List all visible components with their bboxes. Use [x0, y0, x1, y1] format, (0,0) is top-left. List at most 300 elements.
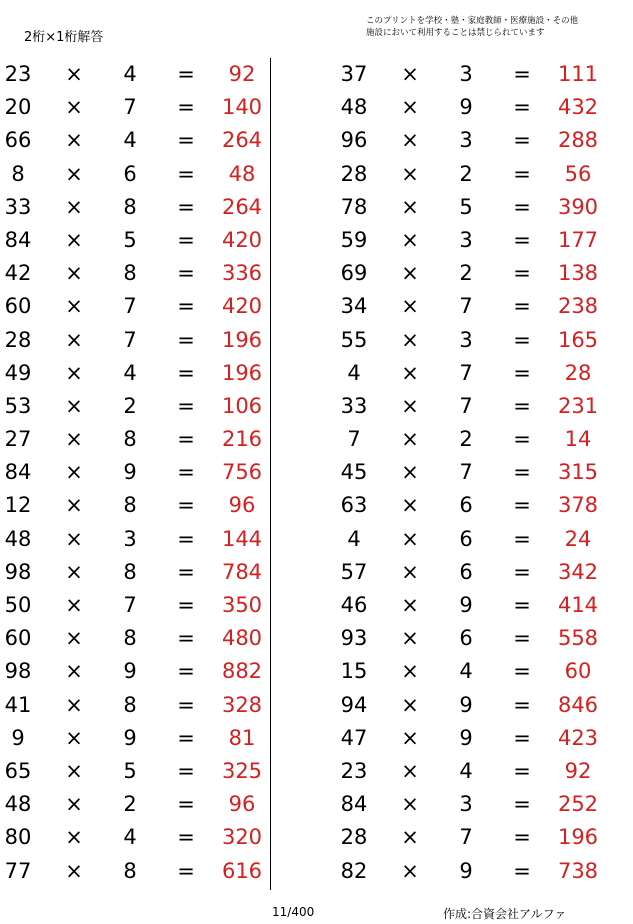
- equals-sign: =: [513, 294, 531, 319]
- problem-row: [0, 821, 270, 854]
- equals-sign: =: [177, 460, 195, 485]
- problem-row: [0, 489, 270, 522]
- times-sign: ×: [65, 261, 83, 286]
- problem-row: [0, 91, 270, 124]
- multiplier: 7: [123, 95, 137, 120]
- equals-sign: =: [513, 725, 531, 750]
- answer: 111: [557, 62, 599, 86]
- answer: 420: [221, 294, 263, 319]
- multiplier: 9: [123, 659, 137, 684]
- times-sign: ×: [401, 559, 419, 584]
- equals-sign: =: [513, 559, 531, 584]
- times-sign: ×: [65, 526, 83, 551]
- multiplier: 7: [459, 825, 473, 850]
- multiplicand: 57: [340, 559, 368, 584]
- multiplier: 2: [459, 161, 473, 186]
- equals-sign: =: [513, 227, 531, 252]
- multiplier: 8: [123, 692, 137, 717]
- answer: 96: [228, 792, 256, 817]
- answer: 325: [221, 758, 263, 783]
- times-sign: ×: [401, 692, 419, 717]
- answer: 423: [557, 725, 599, 750]
- equals-sign: =: [513, 128, 531, 153]
- multiplicand: 46: [340, 593, 368, 617]
- problem-row: [0, 357, 270, 390]
- times-sign: ×: [401, 95, 419, 120]
- times-sign: ×: [65, 460, 83, 485]
- problem-row: [0, 58, 270, 91]
- multiplicand: 50: [4, 593, 32, 617]
- answer: 390: [557, 194, 599, 219]
- answer: 846: [557, 692, 599, 717]
- answer: 414: [557, 593, 599, 617]
- multiplicand: 33: [4, 194, 32, 219]
- times-sign: ×: [401, 62, 419, 86]
- times-sign: ×: [65, 858, 83, 883]
- usage-notice-line-2: 施設において利用することは禁じられています: [366, 28, 545, 38]
- times-sign: ×: [65, 792, 83, 817]
- problem-row: [0, 855, 270, 888]
- times-sign: ×: [65, 62, 83, 86]
- multiplier: 7: [459, 360, 473, 385]
- multiplicand: 23: [4, 62, 32, 86]
- problem-row: [336, 655, 606, 688]
- times-sign: ×: [401, 858, 419, 883]
- equals-sign: =: [177, 161, 195, 186]
- multiplicand: 20: [4, 95, 32, 120]
- times-sign: ×: [65, 161, 83, 186]
- multiplier: 6: [459, 559, 473, 584]
- equals-sign: =: [513, 393, 531, 418]
- problem-row: [336, 589, 606, 622]
- multiplicand: 7: [347, 427, 361, 452]
- problem-row: [336, 357, 606, 390]
- multiplicand: 47: [340, 725, 368, 750]
- problem-row: [336, 224, 606, 257]
- multiplicand: 41: [4, 692, 32, 717]
- multiplicand: 66: [4, 128, 32, 153]
- answer: 252: [557, 792, 599, 817]
- answer: 264: [221, 128, 263, 153]
- multiplicand: 4: [347, 360, 361, 385]
- problem-row: [0, 423, 270, 456]
- problem-row: [0, 556, 270, 589]
- times-sign: ×: [65, 128, 83, 153]
- author-credit: 作成:合資会社アルファ: [443, 907, 567, 921]
- times-sign: ×: [65, 493, 83, 518]
- multiplier: 8: [123, 858, 137, 883]
- equals-sign: =: [513, 593, 531, 617]
- multiplicand: 84: [340, 792, 368, 817]
- answer: 328: [221, 692, 263, 717]
- equals-sign: =: [513, 95, 531, 120]
- multiplicand: 63: [340, 493, 368, 518]
- multiplicand: 93: [340, 626, 368, 651]
- answer: 28: [564, 360, 592, 385]
- equals-sign: =: [513, 62, 531, 86]
- multiplicand: 48: [4, 792, 32, 817]
- problem-row: [0, 390, 270, 423]
- multiplier: 9: [123, 460, 137, 485]
- answer: 320: [221, 825, 263, 850]
- times-sign: ×: [65, 294, 83, 319]
- multiplicand: 98: [4, 559, 32, 584]
- multiplicand: 33: [340, 393, 368, 418]
- equals-sign: =: [177, 758, 195, 783]
- multiplier: 2: [459, 261, 473, 286]
- multiplier: 3: [459, 327, 473, 352]
- problem-row: [0, 224, 270, 257]
- multiplier: 5: [123, 227, 137, 252]
- answer: 558: [557, 626, 599, 651]
- equals-sign: =: [177, 261, 195, 286]
- equals-sign: =: [177, 792, 195, 817]
- multiplicand: 53: [4, 393, 32, 418]
- multiplier: 4: [459, 659, 473, 684]
- problem-row: [336, 158, 606, 191]
- answer: 231: [557, 393, 599, 418]
- right-problem-column: [336, 58, 606, 888]
- problem-row: [336, 755, 606, 788]
- multiplier: 7: [459, 393, 473, 418]
- multiplicand: 78: [340, 194, 368, 219]
- problem-row: [336, 722, 606, 755]
- equals-sign: =: [513, 692, 531, 717]
- problem-row: [336, 821, 606, 854]
- problem-row: [336, 855, 606, 888]
- multiplicand: 23: [340, 758, 368, 783]
- multiplicand: 48: [4, 526, 32, 551]
- answer: 92: [564, 758, 592, 783]
- multiplier: 3: [123, 526, 137, 551]
- problem-row: [336, 622, 606, 655]
- multiplier: 9: [459, 593, 473, 617]
- multiplier: 8: [123, 626, 137, 651]
- multiplicand: 9: [11, 725, 25, 750]
- equals-sign: =: [513, 194, 531, 219]
- multiplier: 4: [123, 360, 137, 385]
- equals-sign: =: [177, 194, 195, 219]
- equals-sign: =: [177, 493, 195, 518]
- equals-sign: =: [513, 261, 531, 286]
- equals-sign: =: [513, 161, 531, 186]
- equals-sign: =: [177, 626, 195, 651]
- answer: 81: [228, 725, 256, 750]
- times-sign: ×: [65, 427, 83, 452]
- times-sign: ×: [401, 294, 419, 319]
- multiplier: 7: [459, 460, 473, 485]
- multiplier: 8: [123, 427, 137, 452]
- multiplier: 5: [123, 758, 137, 783]
- times-sign: ×: [401, 327, 419, 352]
- multiplicand: 34: [340, 294, 368, 319]
- multiplicand: 15: [340, 659, 368, 684]
- problem-row: [0, 523, 270, 556]
- answer: 784: [221, 559, 263, 584]
- times-sign: ×: [65, 593, 83, 617]
- times-sign: ×: [65, 327, 83, 352]
- multiplier: 4: [123, 128, 137, 153]
- equals-sign: =: [177, 659, 195, 684]
- answer: 24: [564, 526, 592, 551]
- answer: 420: [221, 227, 263, 252]
- times-sign: ×: [401, 659, 419, 684]
- equals-sign: =: [177, 95, 195, 120]
- problem-row: [0, 689, 270, 722]
- multiplicand: 77: [4, 858, 32, 883]
- multiplier: 4: [459, 758, 473, 783]
- multiplier: 2: [459, 427, 473, 452]
- multiplier: 8: [123, 493, 137, 518]
- problem-row: [336, 124, 606, 157]
- equals-sign: =: [513, 526, 531, 551]
- answer: 106: [221, 393, 263, 418]
- multiplicand: 60: [4, 294, 32, 319]
- problem-row: [336, 257, 606, 290]
- answer: 48: [228, 161, 256, 186]
- answer: 882: [221, 659, 263, 684]
- answer: 56: [564, 161, 592, 186]
- problem-row: [336, 489, 606, 522]
- equals-sign: =: [513, 460, 531, 485]
- multiplier: 9: [459, 858, 473, 883]
- equals-sign: =: [513, 360, 531, 385]
- multiplier: 7: [123, 593, 137, 617]
- multiplier: 3: [459, 62, 473, 86]
- times-sign: ×: [401, 161, 419, 186]
- answer: 342: [557, 559, 599, 584]
- multiplicand: 28: [4, 327, 32, 352]
- multiplicand: 94: [340, 692, 368, 717]
- multiplier: 8: [123, 194, 137, 219]
- times-sign: ×: [401, 194, 419, 219]
- times-sign: ×: [65, 725, 83, 750]
- times-sign: ×: [401, 593, 419, 617]
- times-sign: ×: [401, 460, 419, 485]
- problem-row: [0, 722, 270, 755]
- multiplier: 2: [123, 792, 137, 817]
- times-sign: ×: [401, 493, 419, 518]
- answer: 216: [221, 427, 263, 452]
- answer: 14: [564, 427, 592, 452]
- problem-row: [0, 755, 270, 788]
- multiplicand: 65: [4, 758, 32, 783]
- multiplier: 4: [123, 825, 137, 850]
- equals-sign: =: [177, 692, 195, 717]
- multiplicand: 60: [4, 626, 32, 651]
- times-sign: ×: [401, 792, 419, 817]
- times-sign: ×: [401, 261, 419, 286]
- multiplicand: 82: [340, 858, 368, 883]
- multiplicand: 12: [4, 493, 32, 518]
- left-problem-column: [0, 58, 270, 888]
- answer: 144: [221, 526, 263, 551]
- multiplicand: 84: [4, 460, 32, 485]
- times-sign: ×: [65, 95, 83, 120]
- multiplicand: 80: [4, 825, 32, 850]
- answer: 96: [228, 493, 256, 518]
- problem-row: [0, 788, 270, 821]
- multiplicand: 37: [340, 62, 368, 86]
- usage-notice: [366, 15, 578, 39]
- answer: 432: [557, 95, 599, 120]
- equals-sign: =: [513, 825, 531, 850]
- equals-sign: =: [177, 62, 195, 86]
- equals-sign: =: [177, 227, 195, 252]
- answer: 60: [564, 659, 592, 684]
- equals-sign: =: [177, 559, 195, 584]
- multiplicand: 28: [340, 825, 368, 850]
- multiplicand: 27: [4, 427, 32, 452]
- answer: 140: [221, 95, 263, 120]
- answer: 165: [557, 327, 599, 352]
- problem-row: [0, 124, 270, 157]
- times-sign: ×: [65, 659, 83, 684]
- equals-sign: =: [177, 725, 195, 750]
- equals-sign: =: [177, 360, 195, 385]
- multiplier: 3: [459, 128, 473, 153]
- multiplicand: 96: [340, 128, 368, 153]
- times-sign: ×: [65, 758, 83, 783]
- multiplicand: 84: [4, 227, 32, 252]
- multiplier: 3: [459, 227, 473, 252]
- times-sign: ×: [401, 825, 419, 850]
- answer: 350: [221, 593, 263, 617]
- problem-row: [336, 456, 606, 489]
- multiplier: 6: [459, 526, 473, 551]
- times-sign: ×: [401, 526, 419, 551]
- usage-notice-line-1: このプリントを学校・塾・家庭教師・医療施設・その他: [366, 16, 579, 26]
- multiplier: 6: [123, 161, 137, 186]
- equals-sign: =: [513, 626, 531, 651]
- multiplicand: 49: [4, 360, 32, 385]
- multiplicand: 59: [340, 227, 368, 252]
- multiplier: 9: [459, 725, 473, 750]
- problem-row: [336, 58, 606, 91]
- equals-sign: =: [177, 294, 195, 319]
- multiplier: 7: [123, 294, 137, 319]
- multiplier: 9: [123, 725, 137, 750]
- multiplier: 6: [459, 626, 473, 651]
- equals-sign: =: [513, 493, 531, 518]
- multiplicand: 69: [340, 261, 368, 286]
- equals-sign: =: [177, 327, 195, 352]
- times-sign: ×: [401, 227, 419, 252]
- multiplier: 5: [459, 194, 473, 219]
- multiplier: 7: [459, 294, 473, 319]
- answer: 480: [221, 626, 263, 651]
- problem-row: [0, 622, 270, 655]
- problem-row: [336, 423, 606, 456]
- problem-row: [336, 689, 606, 722]
- equals-sign: =: [513, 792, 531, 817]
- equals-sign: =: [513, 659, 531, 684]
- problem-row: [336, 290, 606, 323]
- answer: 336: [221, 261, 263, 286]
- problem-row: [0, 456, 270, 489]
- equals-sign: =: [513, 758, 531, 783]
- multiplicand: 98: [4, 659, 32, 684]
- equals-sign: =: [177, 593, 195, 617]
- equals-sign: =: [177, 526, 195, 551]
- times-sign: ×: [401, 393, 419, 418]
- answer: 92: [228, 62, 256, 86]
- answer: 177: [557, 227, 599, 252]
- multiplicand: 48: [340, 95, 368, 120]
- answer: 616: [221, 858, 263, 883]
- multiplier: 2: [123, 393, 137, 418]
- answer: 738: [557, 858, 599, 883]
- times-sign: ×: [401, 758, 419, 783]
- multiplier: 6: [459, 493, 473, 518]
- problem-row: [336, 788, 606, 821]
- answer: 196: [221, 360, 263, 385]
- answer: 196: [221, 327, 263, 352]
- problem-row: [336, 390, 606, 423]
- times-sign: ×: [401, 626, 419, 651]
- multiplicand: 8: [11, 161, 25, 186]
- problem-row: [336, 324, 606, 357]
- answer: 378: [557, 493, 599, 518]
- problem-row: [0, 158, 270, 191]
- times-sign: ×: [65, 393, 83, 418]
- answer: 196: [557, 825, 599, 850]
- answer: 756: [221, 460, 263, 485]
- problem-row: [0, 324, 270, 357]
- equals-sign: =: [513, 427, 531, 452]
- equals-sign: =: [177, 825, 195, 850]
- problem-row: [336, 556, 606, 589]
- problem-row: [336, 91, 606, 124]
- problem-row: [0, 257, 270, 290]
- multiplier: 3: [459, 792, 473, 817]
- problem-row: [0, 191, 270, 224]
- column-divider: [270, 58, 271, 890]
- times-sign: ×: [401, 427, 419, 452]
- multiplier: 8: [123, 559, 137, 584]
- times-sign: ×: [65, 692, 83, 717]
- multiplicand: 4: [347, 526, 361, 551]
- problem-row: [0, 589, 270, 622]
- equals-sign: =: [177, 393, 195, 418]
- times-sign: ×: [401, 725, 419, 750]
- multiplier: 7: [123, 327, 137, 352]
- problem-row: [336, 191, 606, 224]
- equals-sign: =: [177, 427, 195, 452]
- worksheet-title: 2桁×1桁解答: [24, 30, 104, 45]
- answer: 315: [557, 460, 599, 485]
- equals-sign: =: [177, 858, 195, 883]
- multiplicand: 55: [340, 327, 368, 352]
- times-sign: ×: [65, 360, 83, 385]
- multiplier: 9: [459, 95, 473, 120]
- times-sign: ×: [401, 128, 419, 153]
- multiplicand: 28: [340, 161, 368, 186]
- multiplier: 9: [459, 692, 473, 717]
- page-number: 11/400: [272, 905, 315, 919]
- answer: 238: [557, 294, 599, 319]
- times-sign: ×: [65, 227, 83, 252]
- multiplicand: 45: [340, 460, 368, 485]
- answer: 288: [557, 128, 599, 153]
- times-sign: ×: [65, 559, 83, 584]
- times-sign: ×: [65, 194, 83, 219]
- multiplier: 8: [123, 261, 137, 286]
- answer: 138: [557, 261, 599, 286]
- answer: 264: [221, 194, 263, 219]
- multiplier: 4: [123, 62, 137, 86]
- problem-row: [336, 523, 606, 556]
